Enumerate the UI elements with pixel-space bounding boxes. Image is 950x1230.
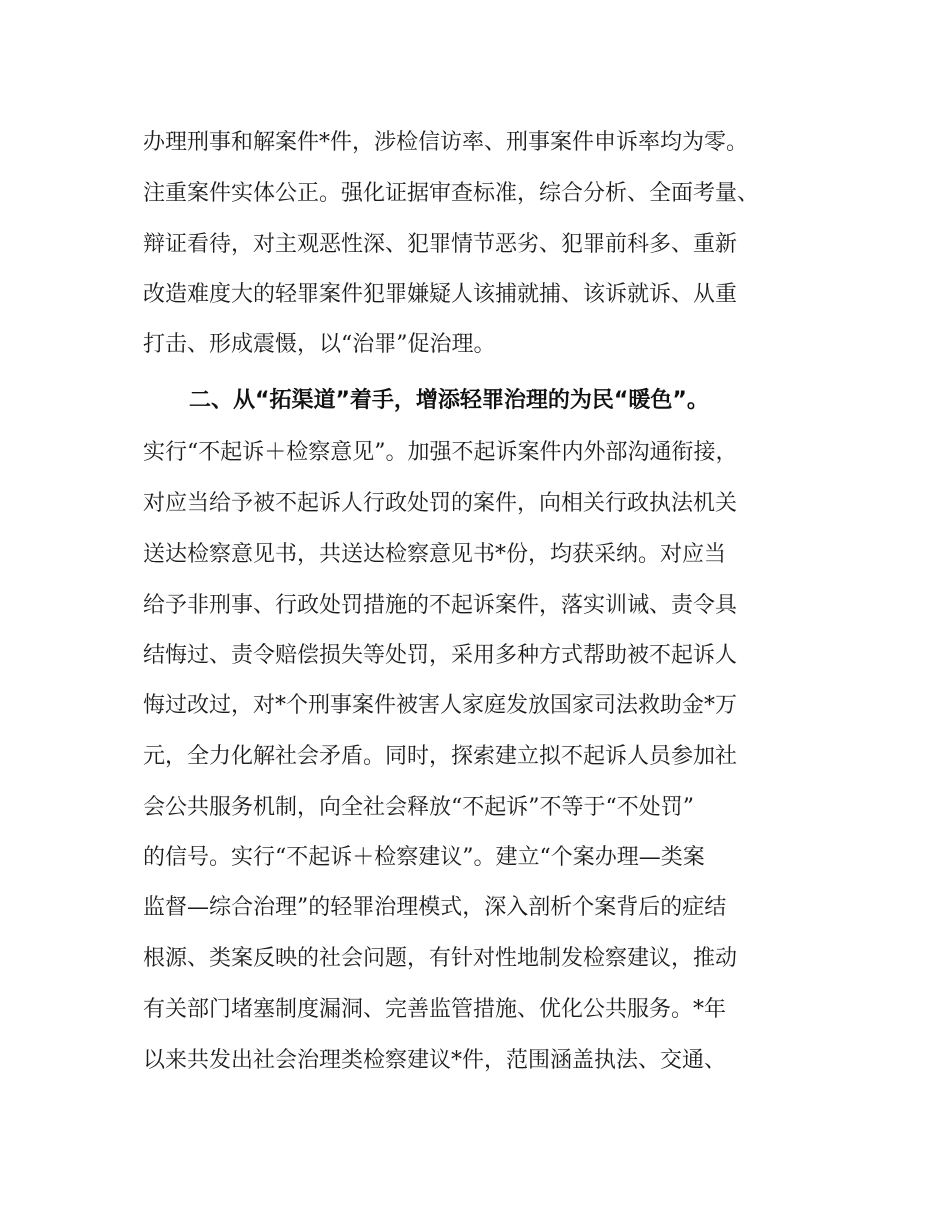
text-line: 改造难度大的轻罪案件犯罪嫌疑人该捕就捕、该诉就诉、从重 xyxy=(143,282,738,307)
text-line: 根源、类案反映的社会问题，有针对性地制发检察建议，推动 xyxy=(143,946,738,971)
text-line: 会公共服务机制，向全社会释放“不起诉”不等于“不处罚” xyxy=(143,795,694,820)
text-line: 给予非刑事、行政处罚措施的不起诉案件，落实训诫、责令具 xyxy=(143,593,738,618)
text-line: 实行“不起诉＋检察意见”。加强不起诉案件内外部沟通衔接， xyxy=(143,440,738,465)
text-line: 监督—综合治理”的轻罪治理模式，深入剖析个案背后的症结 xyxy=(143,895,727,920)
text-line: 注重案件实体公正。强化证据审查标准，综合分析、全面考量、 xyxy=(143,181,760,206)
section-heading: 二、从“拓渠道”着手，增添轻罪治理的为民“暖色”。 xyxy=(189,388,709,413)
text-line: 辩证看待，对主观恶性深、犯罪情节恶劣、犯罪前科多、重新 xyxy=(143,232,738,257)
text-line: 有关部门堵塞制度漏洞、完善监管措施、优化公共服务。*年 xyxy=(143,997,727,1022)
text-line: 打击、形成震慑，以“治罪”促治理。 xyxy=(143,332,496,357)
text-line: 以来共发出社会治理类检察建议*件，范围涵盖执法、交通、 xyxy=(143,1048,727,1073)
text-line: 对应当给予被不起诉人行政处罚的案件，向相关行政执法机关 xyxy=(143,491,738,516)
text-line: 悔过改过，对*个刑事案件被害人家庭发放国家司法救助金*万 xyxy=(143,693,738,718)
text-line: 的信号。实行“不起诉＋检察建议”。建立“个案办理—类案 xyxy=(143,845,705,870)
text-line: 结悔过、责令赔偿损失等处罚，采用多种方式帮助被不起诉人 xyxy=(143,643,738,668)
text-line: 办理刑事和解案件*件，涉检信访率、刑事案件申诉率均为零。 xyxy=(143,130,749,155)
text-line: 送达检察意见书，共送达检察意见书*份，均获采纳。对应当 xyxy=(143,542,727,567)
text-line: 元，全力化解社会矛盾。同时，探索建立拟不起诉人员参加社 xyxy=(143,744,738,769)
